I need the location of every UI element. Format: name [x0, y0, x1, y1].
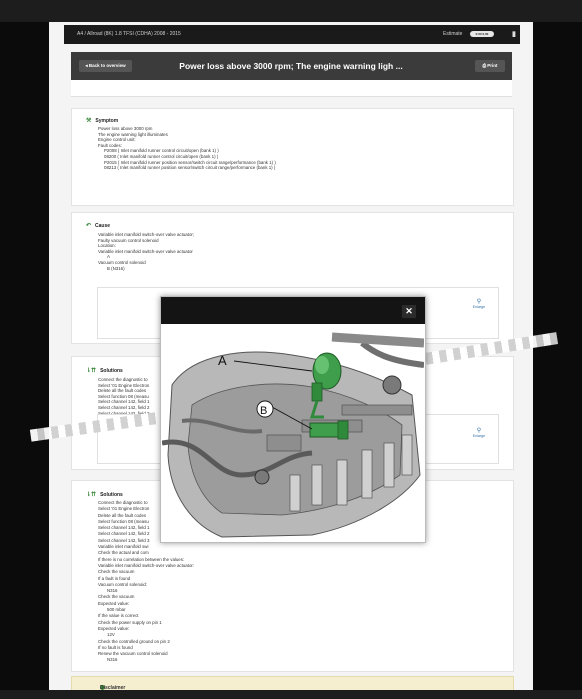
symptom-line: Fault codes: — [98, 142, 122, 148]
symptom-line: Engine control unit: — [98, 137, 136, 143]
symptom-line: The engine warning light illuminates — [98, 131, 168, 137]
solutions-line: Expected value: — [98, 600, 130, 606]
cause-heading: ↶ Cause — [86, 223, 111, 229]
breadcrumb: A4 / Allroad (8K) 1.8 TFSI (CDHA) 2008 - 2015 — [77, 31, 181, 37]
solutions-line: Select '01 Engine Electron — [98, 506, 150, 512]
magnifier-icon: ⚲ — [476, 299, 482, 305]
solutions-line: Variable inlet manifold switch-over valve actuator: — [98, 562, 195, 568]
solutions-icon: ⇂⇈ — [86, 492, 97, 498]
solutions-icon: ⇂⇈ — [86, 368, 97, 374]
solutions-line: Select channel 142, field 2 — [98, 404, 150, 410]
cause-line: B (N316) — [107, 265, 125, 271]
solutions-line: Connect the diagnostic to — [98, 377, 148, 382]
callout-label-b: B — [260, 405, 268, 417]
symptom-card — [71, 108, 514, 206]
solutions-line: Select function 08 (measu — [98, 393, 149, 399]
solutions-line: Select channel 142, field 2 — [98, 531, 150, 537]
solutions-line: Select channel 142, field 1 — [98, 399, 150, 405]
cause-line: Variable inlet manifold switch-over valve actuator — [98, 248, 193, 254]
solutions-line: If no fault is found — [98, 644, 133, 650]
cause-text — [98, 232, 194, 271]
fault-code: P2015 ( Inlet manifold runner position sensor/switch circuit range/performance (bank 1) ) — [104, 159, 276, 165]
symptom-line: Power loss above 3000 rpm — [98, 126, 153, 131]
page-header — [71, 52, 512, 80]
disclaimer-label: Disclaimer — [100, 685, 126, 690]
close-button[interactable]: ✕ — [402, 305, 416, 318]
wrench-icon: ⚒ — [86, 118, 92, 124]
cause-line: Vacuum control solenoid — [98, 259, 146, 265]
cause-line: Location: — [98, 243, 116, 249]
cause-line: A — [107, 254, 110, 260]
solutions-line: Select channel 142, field 3 — [98, 537, 150, 543]
solutions-line: 500 mbar — [107, 607, 126, 613]
title-bar — [64, 25, 520, 44]
cause-line: Variable inlet manifold switch-over valve actuator; — [98, 232, 195, 237]
header-subbar — [71, 80, 512, 97]
solutions-line: If a fault is found — [98, 575, 131, 581]
estimate-label: Estimate — [443, 31, 463, 37]
solutions-line: N316 — [107, 588, 118, 594]
solutions-line: Select channel 142, field 1 — [98, 525, 150, 531]
solutions-line: Select '01 Engine Electron — [98, 382, 150, 388]
fault-code: 08213 ( Inlet manifold runner position sensor/switch circuit range/performance (bank 1) ) — [104, 165, 276, 171]
estimate-toggle[interactable]: 0:00 0,00 — [470, 31, 494, 37]
symptom-text — [98, 126, 276, 171]
solutions-line: Select function 08 (measu — [98, 518, 149, 524]
solutions-line: Expected value: — [98, 625, 130, 631]
solutions-line: Variable inlet manifold swi — [98, 544, 149, 550]
image-modal — [160, 296, 426, 543]
back-to-overview-button[interactable]: ◂ Back to overview — [79, 60, 132, 72]
fault-code: P2008 ( Inlet manifold runner control circuit/open (bank 1) ) — [104, 148, 219, 154]
cause-icon: ↶ — [86, 223, 92, 229]
engine-diagram — [162, 325, 424, 541]
cause-line: Faulty vacuum control solenoid — [98, 237, 159, 243]
symptom-heading: ⚒ Symptom — [86, 118, 119, 124]
page-title: Power loss above 3000 rpm; The engine warning ligh ... — [179, 61, 403, 71]
fault-code: 08200 ( Inlet manifold runner control circuit/open (bank 1) ) — [104, 153, 219, 159]
solutions-line: Check the controlled ground on pin 2 — [98, 638, 170, 644]
solutions-line: Check the power supply on pin 1 — [98, 619, 162, 625]
menu-icon[interactable]: ▮ — [512, 31, 516, 38]
solutions-line: 12V — [107, 632, 115, 638]
magnifier-icon: ⚲ — [476, 428, 482, 434]
solutions-line: Check the vacuum — [98, 594, 135, 600]
solutions-line: Renew the vacuum control solenoid — [98, 651, 168, 657]
solutions-line: Delete all the fault codes — [98, 388, 147, 394]
bottom-band — [0, 690, 582, 699]
solutions-line: Check the actual and com — [98, 550, 149, 556]
disclaimer-bar[interactable] — [71, 676, 514, 690]
enlarge-link[interactable]: ⚲ Enlarge — [469, 298, 489, 309]
solutions-line: N316 — [107, 657, 118, 663]
solutions-line: If the value is correct — [98, 613, 139, 619]
solutions-line: Delete all the fault codes — [98, 512, 147, 518]
solutions-heading: ⇂⇈ Solutions — [86, 492, 123, 498]
enlarge-link[interactable]: ⚲ Enlarge — [469, 427, 489, 438]
top-band — [0, 0, 582, 22]
modal-header — [161, 297, 425, 324]
callout-label-a: A — [218, 353, 227, 368]
solutions-line: Vacuum control solenoid: — [98, 581, 147, 587]
solutions-line: Check the vacuum — [98, 569, 135, 575]
solutions-line: Connect the diagnostic to — [98, 500, 148, 505]
solutions-heading: ⇂⇈ Solutions — [86, 368, 123, 374]
solutions-line: If there is no correlation between the values: — [98, 556, 185, 562]
print-button[interactable]: ⎙ Print — [475, 60, 505, 72]
